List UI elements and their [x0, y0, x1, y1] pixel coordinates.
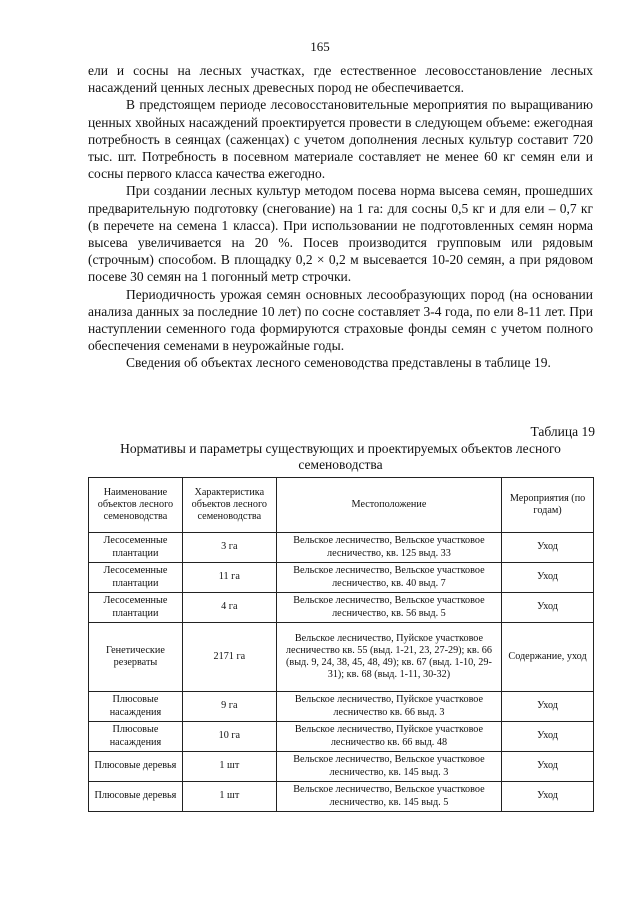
table-row	[89, 692, 594, 722]
cell-activities: Уход	[502, 752, 594, 782]
cell-name: Плюсовые насаждения	[89, 692, 183, 722]
cell-name: Лесосеменные плантации	[89, 533, 183, 563]
table-header-row	[89, 478, 594, 533]
body-text	[88, 62, 593, 372]
page-number: 165	[310, 39, 330, 54]
cell-name: Плюсовые насаждения	[89, 722, 183, 752]
cell-activities: Уход	[502, 722, 594, 752]
header-characteristic: Характеристика объектов лесного семеноводства	[182, 478, 276, 533]
table-title: Нормативы и параметры существующих и проектируемых объектов лесного семеноводства	[120, 441, 561, 472]
cell-name: Генетические резерваты	[89, 623, 183, 692]
cell-characteristic: 2171 га	[182, 623, 276, 692]
cell-characteristic: 1 шт	[182, 782, 276, 812]
seed-objects-table	[88, 477, 594, 812]
table-caption: Таблица 19	[530, 424, 595, 439]
cell-characteristic: 10 га	[182, 722, 276, 752]
cell-name: Лесосеменные плантации	[89, 563, 183, 593]
paragraph-4: Периодичность урожая семян основных лесообразующих пород (на основании анализа данных за последние 10 лет) по сосне составляет 3-4 года, по ели 8-11 лет. При наступлении семенного года формируются страховые фонды семян с учетом полного обеспечения семенами в неурожайные годы.	[88, 286, 593, 354]
table-row	[89, 533, 594, 563]
header-location: Местоположение	[276, 478, 501, 533]
paragraph-3: При создании лесных культур методом посева норма высева семян, прошедших предварительную подготовку (снегование) на 1 га: для сосны 0,5 кг и для ели – 0,7 кг (в перечете на семена 1 класса). При использовании не подготовленных семян норма высева увеличивается на 20 %. Посев производится групповым или рядовым (строчным) способом. В площадку 0,2 × 0,2 м высевается 10-20 семян, а при рядовом посеве 30 семян на 1 погонный метр строчки.	[88, 183, 593, 285]
cell-activities: Уход	[502, 593, 594, 623]
cell-location: Вельское лесничество, Пуйское участковое лесничество кв. 55 (выд. 1-21, 23, 27-29); кв. 66 (выд. 9, 24, 38, 45, 48, 49); кв. 67 (выд. 1-10, 29-31); кв. 68 (выд. 1-11, 30-32)	[276, 623, 501, 692]
cell-location: Вельское лесничество, Вельское участковое лесничество, кв. 56 выд. 5	[276, 593, 501, 623]
cell-characteristic: 1 шт	[182, 752, 276, 782]
cell-activities: Уход	[502, 692, 594, 722]
cell-characteristic: 3 га	[182, 533, 276, 563]
paragraph-2: В предстоящем периоде лесовосстановительные мероприятия по выращиванию ценных хвойных насаждений проектируется провести в следующем объеме: ежегодная потребность в сеянцах (саженцах) с учетом дополнения лесных культур составит 720 тыс. шт. Потребность в посевном материале составляет не менее 60 кг семян ели и сосны первого класса качества ежегодно.	[88, 97, 593, 182]
paragraph-1: ели и сосны на лесных участках, где естественное лесовосстановление лесных насаждений ценных лесных древесных пород не обеспечивается.	[88, 63, 593, 96]
cell-activities: Уход	[502, 782, 594, 812]
header-activities: Мероприятия (по годам)	[502, 478, 594, 533]
cell-characteristic: 11 га	[182, 563, 276, 593]
cell-activities: Содержание, уход	[502, 623, 594, 692]
cell-location: Вельское лесничество, Вельское участковое лесничество, кв. 40 выд. 7	[276, 563, 501, 593]
cell-characteristic: 9 га	[182, 692, 276, 722]
table-row	[89, 722, 594, 752]
cell-activities: Уход	[502, 533, 594, 563]
cell-location: Вельское лесничество, Вельское участковое лесничество, кв. 145 выд. 3	[276, 752, 501, 782]
table-row	[89, 563, 594, 593]
cell-location: Вельское лесничество, Вельское участковое лесничество, кв. 145 выд. 5	[276, 782, 501, 812]
table-row	[89, 593, 594, 623]
cell-activities: Уход	[502, 563, 594, 593]
cell-location: Вельское лесничество, Пуйское участковое лесничество кв. 66 выд. 3	[276, 692, 501, 722]
cell-location: Вельское лесничество, Вельское участковое лесничество, кв. 125 выд. 33	[276, 533, 501, 563]
cell-name: Лесосеменные плантации	[89, 593, 183, 623]
cell-name: Плюсовые деревья	[89, 782, 183, 812]
cell-name: Плюсовые деревья	[89, 752, 183, 782]
paragraph-5: Сведения об объектах лесного семеноводства представлены в таблице 19.	[126, 355, 551, 371]
cell-characteristic: 4 га	[182, 593, 276, 623]
table-row	[89, 623, 594, 692]
table-row	[89, 752, 594, 782]
cell-location: Вельское лесничество, Пуйское участковое лесничество кв. 66 выд. 48	[276, 722, 501, 752]
table-row	[89, 782, 594, 812]
header-name: Наименование объектов лесного семеноводства	[89, 478, 183, 533]
